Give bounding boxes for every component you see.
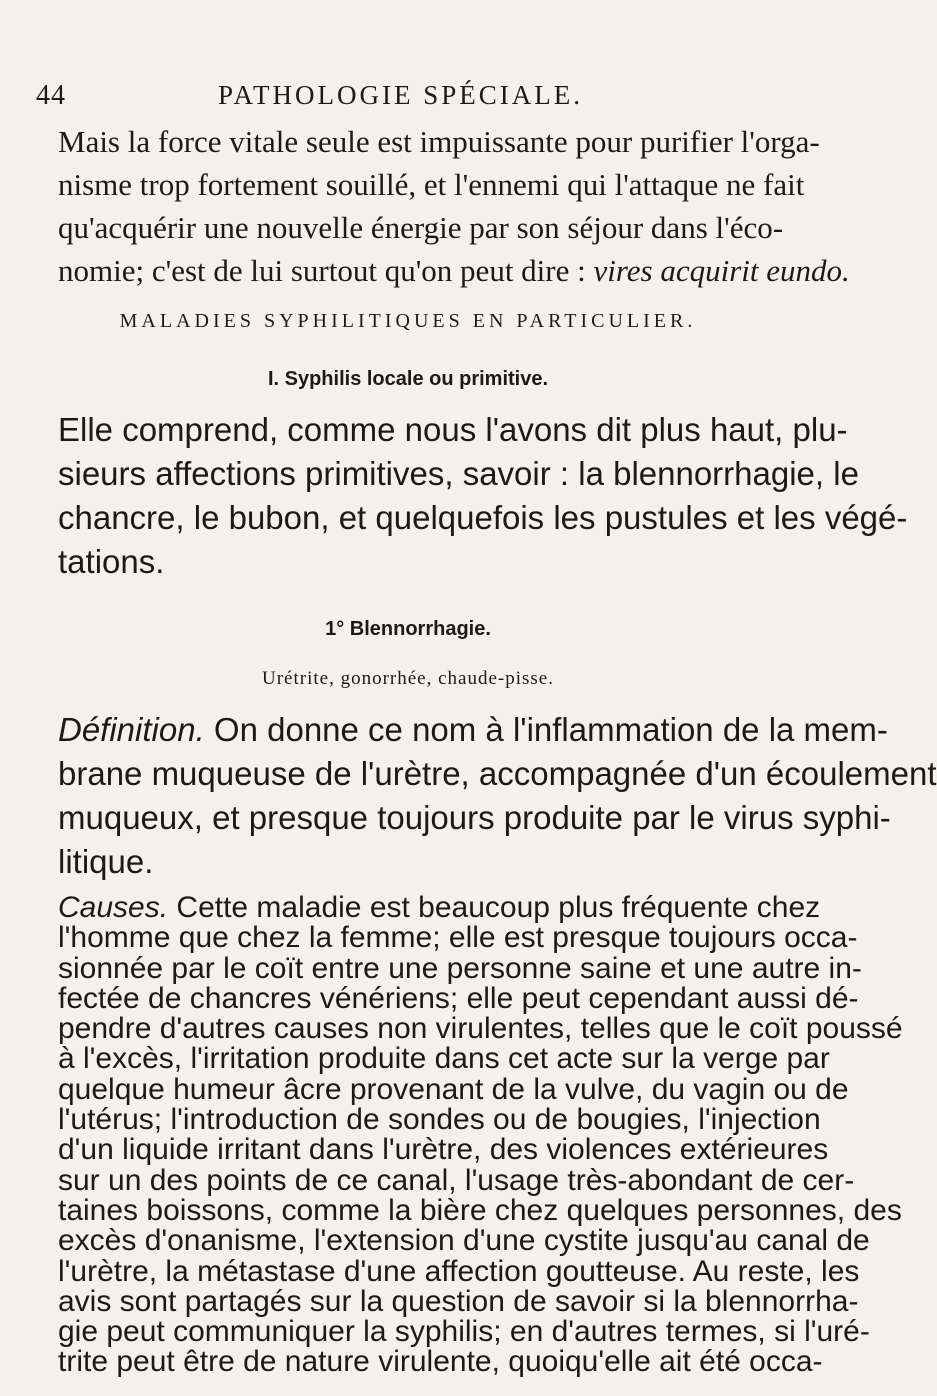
- causes-paragraph: [58, 891, 903, 1379]
- definition-line: brane muqueuse de l'urètre, accompagnée d'un écoulement: [58, 755, 937, 792]
- causes-line: sur un des points de ce canal, l'usage très-abondant de cer-: [58, 1163, 855, 1197]
- causes-line: d'un liquide irritant dans l'urètre, des violences extérieures: [58, 1133, 829, 1167]
- running-title: PATHOLOGIE SPÉCIALE.: [217, 80, 583, 110]
- subsection-line: sieurs affections primitives, savoir : la blennorrhagie, le: [58, 455, 859, 492]
- subsection-line: Elle comprend, comme nous l'avons dit plus haut, plu-: [58, 411, 848, 448]
- causes-line: Cette maladie est beaucoup plus fréquente chez: [168, 891, 821, 924]
- causes-line: fectée de chancres vénériens; elle peut cependant aussi dé-: [58, 981, 859, 1015]
- causes-line: gie peut communiquer la syphilis; en d'autres termes, si l'uré-: [58, 1315, 870, 1349]
- causes-label: Causes.: [58, 891, 169, 924]
- subsection-paragraph: [58, 408, 908, 584]
- subsection-line: chancre, le bubon, et quelquefois les pustules et les végé-: [58, 499, 908, 536]
- causes-line: l'urètre, la métastase d'une affection goutteuse. Au reste, les: [58, 1254, 860, 1288]
- subsection-title: I. Syphilis locale ou primitive.: [267, 368, 549, 390]
- chapter-title: 1° Blennorrhagie.: [325, 618, 491, 640]
- definition-line: On donne ce nom à l'inflammation de la mem-: [204, 711, 888, 748]
- page-number: 44: [36, 80, 66, 111]
- section-title: MALADIES SYPHILITIQUES EN PARTICULIER.: [119, 310, 697, 332]
- definition-first-line: [58, 708, 888, 752]
- subsection-heading: [58, 368, 758, 398]
- causes-line: excès d'onanisme, l'extension d'une cystite jusqu'au canal de: [58, 1224, 870, 1258]
- chapter-synonyms: Urétrite, gonorrhée, chaude-pisse.: [262, 668, 554, 689]
- causes-line: l'homme que chez la femme; elle est presque toujours occa-: [58, 921, 858, 955]
- causes-first-line: [58, 891, 821, 924]
- definition-paragraph: [58, 708, 937, 884]
- subsection-line: tations.: [58, 543, 165, 580]
- chapter-synonyms-block: [58, 668, 758, 698]
- intro-line: qu'acquérir une nouvelle énergie par son séjour dans l'éco-: [58, 210, 784, 245]
- causes-line: avis sont partagés sur la question de savoir si la blennorrha-: [58, 1284, 859, 1318]
- causes-line: trite peut être de nature virulente, quoiqu'elle ait été occa-: [58, 1345, 823, 1379]
- causes-line: sionnée par le coït entre une personne saine et une autre in-: [58, 951, 862, 985]
- latin-quote: vires acquirit eundo.: [593, 253, 850, 288]
- intro-last-line: [58, 249, 850, 292]
- definition-label: Définition.: [58, 711, 205, 748]
- page-header: [36, 80, 765, 120]
- causes-line: à l'excès, l'irritation produite dans cet acte sur la verge par: [58, 1042, 830, 1076]
- intro-line: Mais la force vitale seule est impuissante pour purifier l'orga-: [58, 124, 820, 159]
- intro-line: nomie; c'est de lui surtout qu'on peut dire :: [58, 253, 594, 288]
- causes-line: taines boissons, comme la bière chez quelques personnes, des: [58, 1193, 902, 1227]
- intro-paragraph: [58, 120, 850, 292]
- causes-line: quelque humeur âcre provenant de la vulve, du vagin ou de: [58, 1072, 849, 1106]
- chapter-heading: [58, 618, 758, 648]
- definition-line: litique.: [58, 843, 154, 880]
- causes-line: pendre d'autres causes non virulentes, telles que le coït poussé: [58, 1012, 903, 1046]
- causes-line: l'utérus; l'introduction de sondes ou de bougies, l'injection: [58, 1103, 821, 1137]
- intro-line: nisme trop fortement souillé, et l'ennemi qui l'attaque ne fait: [58, 167, 805, 202]
- definition-line: muqueux, et presque toujours produite par le virus syphi-: [58, 799, 891, 836]
- section-heading: [58, 310, 758, 340]
